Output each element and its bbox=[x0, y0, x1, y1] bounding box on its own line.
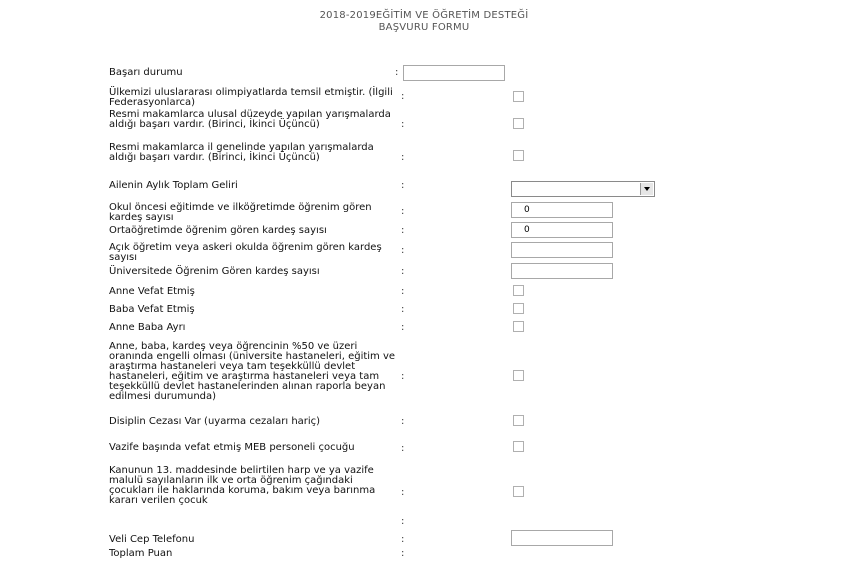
universite-input[interactable] bbox=[511, 263, 613, 279]
olimpiyat-label: Ülkemizi uluslararası olimpiyatlarda temsil etmiştir. (İlgili Federasyonlarca) bbox=[109, 87, 393, 108]
colon: : bbox=[401, 119, 405, 130]
colon: : bbox=[401, 534, 405, 545]
colon: : bbox=[401, 91, 405, 102]
basari-durumu-input[interactable] bbox=[403, 65, 505, 81]
veli-telefon-label: Veli Cep Telefonu bbox=[109, 534, 195, 545]
colon: : bbox=[401, 180, 405, 191]
baba-vefat-checkbox[interactable] bbox=[513, 303, 524, 314]
aylik-gelir-label: Ailenin Aylık Toplam Geliri bbox=[109, 180, 238, 191]
form-title-line2: BAŞVURU FORMU bbox=[378, 22, 470, 33]
okul-oncesi-label: Okul öncesi eğitimde ve ilköğretimde öğrenim gören kardeş sayısı bbox=[109, 202, 372, 223]
vazife-label: Vazife başında vefat etmiş MEB personeli çocuğu bbox=[109, 442, 355, 453]
colon: : bbox=[401, 225, 405, 236]
colon: : bbox=[401, 443, 405, 454]
ortaogretim-input[interactable]: 0 bbox=[511, 222, 613, 238]
aylik-gelir-select[interactable] bbox=[511, 181, 655, 197]
anne-vefat-checkbox[interactable] bbox=[513, 285, 524, 296]
universite-label: Üniversitede Öğrenim Gören kardeş sayısı bbox=[109, 266, 320, 277]
ulusal-basari-checkbox[interactable] bbox=[513, 118, 524, 129]
basari-durumu-label: Başarı durumu bbox=[109, 67, 183, 78]
ortaogretim-label: Ortaöğretimde öğrenim gören kardeş sayısı bbox=[109, 225, 327, 236]
disiplin-checkbox[interactable] bbox=[513, 415, 524, 426]
colon: : bbox=[401, 371, 405, 382]
engelli-label: Anne, baba, kardeş veya öğrencinin %50 ve üzeri oranında engelli olması (üniversite hastaneleri, eğitim ve araştırma hastaneleri veya tam teşekküllü devlet hastaneleri, eğitim ve araştırma hastaneleri veya tam teşekküllü devlet hastanelerinden alınan raporla beyan edilmesi durumunda) bbox=[109, 341, 396, 402]
acik-ogretim-label: Açık öğretim veya askeri okulda öğrenim gören kardeş sayısı bbox=[109, 242, 382, 263]
colon: : bbox=[401, 304, 405, 315]
kanun13-label: Kanunun 13. maddesinde belirtilen harp ve ya vazife malulü sayılanların ilk ve orta öğrenim çağındaki çocukları ile haklarında koruma, bakım veya barınma kararı verilen çocuk bbox=[109, 465, 376, 506]
disiplin-label: Disiplin Cezası Var (uyarma cezaları hariç) bbox=[109, 416, 321, 427]
colon: : bbox=[401, 548, 405, 559]
anne-baba-ayri-checkbox[interactable] bbox=[513, 321, 524, 332]
colon: : bbox=[401, 206, 405, 217]
colon: : bbox=[401, 245, 405, 256]
olimpiyat-checkbox[interactable] bbox=[513, 91, 524, 102]
il-basari-label: Resmi makamlarca il genelinde yapılan yarışmalarda aldığı başarı vardır. (Birinci, İkinci Üçüncü) bbox=[109, 142, 374, 163]
form-title-line1: 2018-2019EĞİTİM VE ÖĞRETİM DESTEĞİ bbox=[319, 10, 529, 21]
toplam-puan-label: Toplam Puan bbox=[109, 548, 173, 559]
okul-oncesi-input[interactable]: 0 bbox=[511, 202, 613, 218]
kanun13-checkbox[interactable] bbox=[513, 486, 524, 497]
chevron-down-icon[interactable] bbox=[640, 183, 653, 195]
form-header bbox=[0, 10, 848, 34]
colon: : bbox=[401, 286, 405, 297]
veli-telefon-input[interactable] bbox=[511, 530, 613, 546]
colon: : bbox=[401, 152, 405, 163]
colon: : bbox=[401, 516, 405, 527]
il-basari-checkbox[interactable] bbox=[513, 150, 524, 161]
anne-baba-ayri-label: Anne Baba Ayrı bbox=[109, 322, 186, 333]
colon: : bbox=[401, 487, 405, 498]
colon: : bbox=[401, 416, 405, 427]
colon: : bbox=[401, 322, 405, 333]
engelli-checkbox[interactable] bbox=[513, 370, 524, 381]
vazife-checkbox[interactable] bbox=[513, 441, 524, 452]
acik-ogretim-input[interactable] bbox=[511, 242, 613, 258]
anne-vefat-label: Anne Vefat Etmiş bbox=[109, 286, 195, 297]
colon: : bbox=[401, 266, 405, 277]
ulusal-basari-label: Resmi makamlarca ulusal düzeyde yapılan yarışmalarda aldığı başarı vardır. (Birinci, İkinci Üçüncü) bbox=[109, 109, 391, 130]
baba-vefat-label: Baba Vefat Etmiş bbox=[109, 304, 195, 315]
colon: : bbox=[395, 67, 399, 78]
